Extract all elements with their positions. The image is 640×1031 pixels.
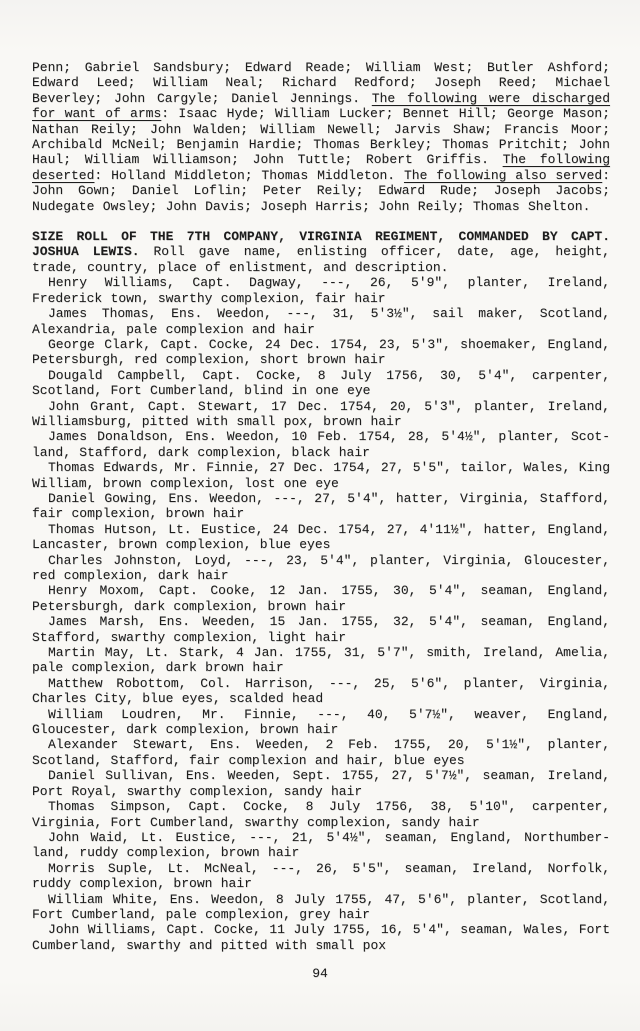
roster-entry xyxy=(32,553,610,584)
roster-entry xyxy=(32,583,610,614)
roster-entry xyxy=(32,737,610,768)
roster-entry xyxy=(32,491,610,522)
roster-entry xyxy=(32,306,610,337)
roster-entry xyxy=(32,892,610,923)
text-segment: John Grant, Capt. Stewart, 17 Dec. 1754, 20, 5'3", planter, Ireland, Williamsburg, pitted with small pox, brown hair xyxy=(32,398,610,429)
roster-entry xyxy=(32,275,610,306)
underlined-phrase: The following also served xyxy=(403,167,603,183)
text-segment: Charles Johnston, Loyd, ---, 23, 5'4", planter, Virginia, Gloucester, red complexion, dark hair xyxy=(32,552,610,583)
section-heading-paragraph xyxy=(32,229,610,275)
roster-entry xyxy=(32,522,610,553)
roster-entry xyxy=(32,861,610,892)
body-paragraph xyxy=(32,60,610,214)
text-segment: Martin May, Lt. Stark, 4 Jan. 1755, 31, 5'7", smith, Ireland, Amelia, pale complexion, dark brown hair xyxy=(32,645,610,676)
size-roll-title: SIZE ROLL OF THE 7TH COMPANY, VIRGINIA REGIMENT, COMMANDED BY CAPT. JOSHUA LEWIS. xyxy=(32,229,610,260)
text-segment: Thomas Edwards, Mr. Finnie, 27 Dec. 1754, 27, 5'5", tailor, Wales, King William, brown complexion, lost one eye xyxy=(32,460,610,491)
roster-entry xyxy=(32,337,610,368)
text-segment: James Donaldson, Ens. Weedon, 10 Feb. 1754, 28, 5'4½", planter, Scotland, Stafford, dark complexion, black hair xyxy=(32,429,610,460)
page-number: 94 xyxy=(312,966,328,981)
roster-entry xyxy=(32,707,610,738)
text-segment: Matthew Robottom, Col. Harrison, ---, 25, 5'6", planter, Virginia, Charles City, blue eyes, scalded head xyxy=(32,675,610,707)
roster-entry xyxy=(32,368,610,399)
roster-entry xyxy=(32,830,610,861)
text-segment: John Waid, Lt. Eustice, ---, 21, 5'4½", seaman, England, Northumberland, ruddy complexion, brown hair xyxy=(32,829,610,861)
underlined-phrase: The following deserted xyxy=(32,152,610,183)
text-segment: George Clark, Capt. Cocke, 24 Dec. 1754, 23, 5'3", shoemaker, England, Petersburgh, red complexion, short brown hair xyxy=(32,336,610,368)
text-segment: Daniel Gowing, Ens. Weedon, ---, 27, 5'4", hatter, Virginia, Stafford, fair complexion, brown hair xyxy=(32,490,610,522)
text-segment: Henry Williams, Capt. Dagway, ---, 26, 5'9", planter, Ireland, Frederick town, swarthy complexion, fair hair xyxy=(32,275,610,306)
text-segment: Thomas Hutson, Lt. Eustice, 24 Dec. 1754, 27, 4'11½", hatter, England, Lancaster, brown complexion, blue eyes xyxy=(32,521,610,553)
text-segment: Roll gave name, enlisting officer, date, age, height, trade, country, place of enlistment, and description. xyxy=(32,244,610,275)
text-segment: : John Gown; Daniel Loflin; Peter Reily; Edward Rude; Joseph Jacobs; Nudegate Owsley; John Davis; Joseph Harris; John Reily; Thomas Shelton. xyxy=(32,167,610,214)
roster-entry xyxy=(32,429,610,460)
text-segment: : Isaac Hyde; William Lucker; Bennet Hill; George Mason; Nathan Reily; John Walden; William Newell; Jarvis Shaw; Francis Moor; Archibald McNeil; Benjamin Hardie; Thomas Berkley; Thomas Pritchit; John Haul; William Williamson; John Tuttle; Robert Griffis. xyxy=(32,106,610,168)
text-segment: Alexander Stewart, Ens. Weeden, 2 Feb. 1755, 20, 5'1½", planter, Scotland, Stafford, fair complexion and hair, blue eyes xyxy=(32,737,610,768)
roster-entry xyxy=(32,614,610,645)
text-segment: James Marsh, Ens. Weeden, 15 Jan. 1755, 32, 5'4", seaman, England, Stafford, swarthy complexion, light hair xyxy=(32,614,610,645)
text-segment: William White, Ens. Weedon, 8 July 1755, 47, 5'6", planter, Scotland, Fort Cumberland, pale complexion, grey hair xyxy=(32,891,610,922)
text-block xyxy=(32,60,610,953)
roster-entry xyxy=(32,922,610,953)
text-segment: Morris Suple, Lt. McNeal, ---, 26, 5'5", seaman, Ireland, Norfolk, ruddy complexion, brown hair xyxy=(32,860,610,892)
text-segment: Penn; Gabriel Sandsbury; Edward Reade; William West; Butler Ashford; Edward Leed; William Neal; Richard Redford; Joseph Reed; Michael Beverley; John Cargyle; Daniel Jennings. xyxy=(32,60,610,106)
text-segment: : Holland Middleton; Thomas Middleton. xyxy=(94,167,404,183)
text-segment: Dougald Campbell, Capt. Cocke, 8 July 1756, 30, 5'4", carpenter, Scotland, Fort Cumberland, blind in one eye xyxy=(32,367,610,399)
text-segment: Daniel Sullivan, Ens. Weeden, Sept. 1755, 27, 5'7½", seaman, Ireland, Port Royal, swarthy complexion, sandy hair xyxy=(32,768,610,799)
roster-entry xyxy=(32,676,610,707)
text-segment: James Thomas, Ens. Weedon, ---, 31, 5'3½", sail maker, Scotland, Alexandria, pale complexion and hair xyxy=(32,306,610,337)
roster-entry xyxy=(32,768,610,799)
text-segment: Henry Moxom, Capt. Cooke, 12 Jan. 1755, 30, 5'4", seaman, England, Petersburgh, dark complexion, brown hair xyxy=(32,583,610,614)
roster-entry xyxy=(32,645,610,676)
text-segment: William Loudren, Mr. Finnie, ---, 40, 5'7½", weaver, England, Gloucester, dark complexion, brown hair xyxy=(32,706,610,738)
roster-entry xyxy=(32,460,610,491)
text-segment: Thomas Simpson, Capt. Cocke, 8 July 1756, 38, 5'10", carpenter, Virginia, Fort Cumberland, swarthy complexion, sandy hair xyxy=(32,799,610,830)
underlined-phrase: The following were discharged for want of arms xyxy=(32,90,610,122)
text-segment: John Williams, Capt. Cocke, 11 July 1755, 16, 5'4", seaman, Wales, Fort Cumberland, swarthy and pitted with small pox xyxy=(32,922,610,953)
roster-entry xyxy=(32,399,610,430)
roster-entry xyxy=(32,799,610,830)
